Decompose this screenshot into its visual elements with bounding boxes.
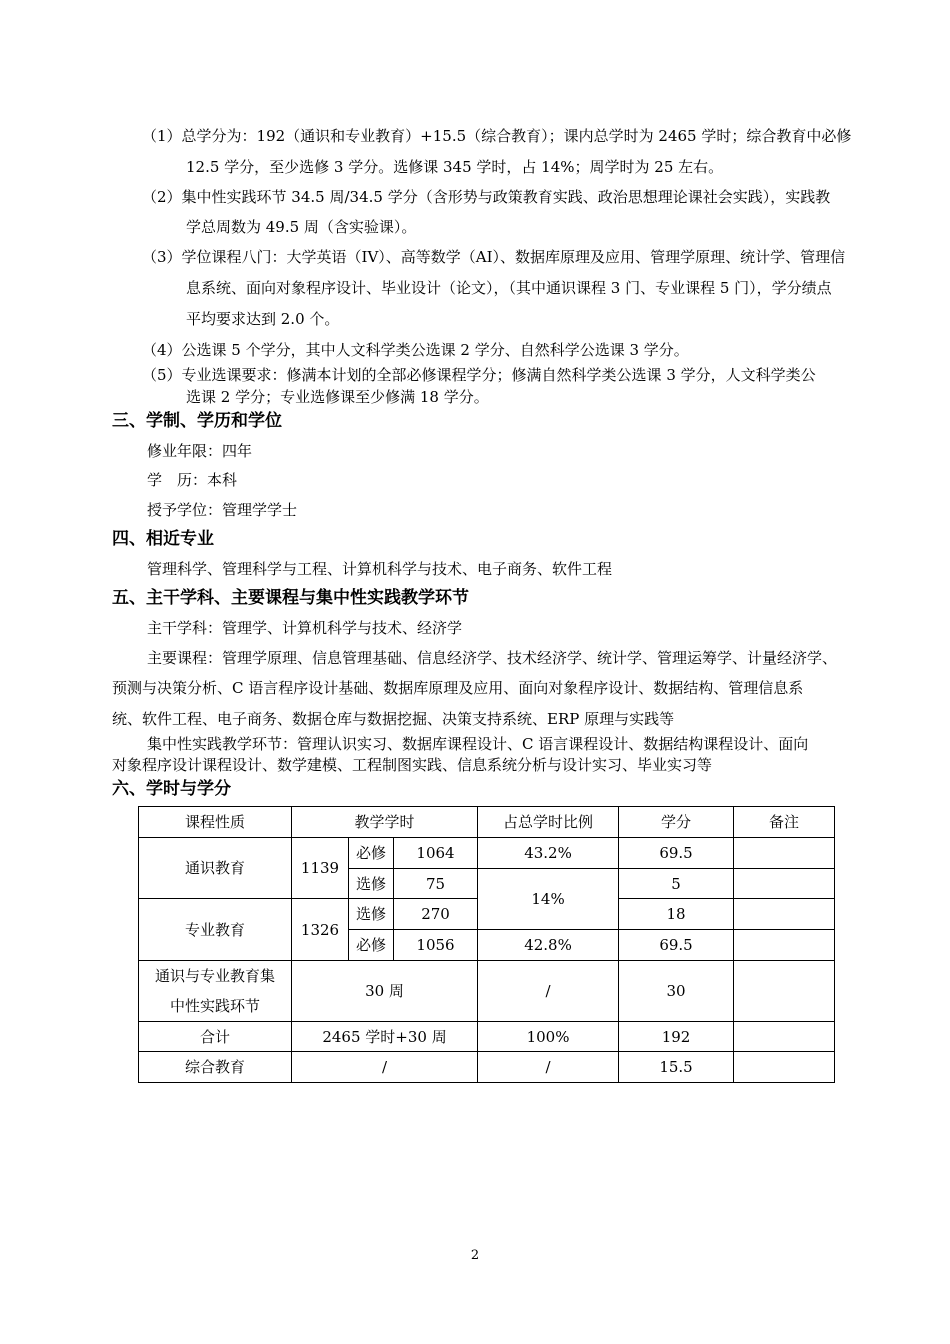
practice-label-line-1: 通识与专业教育集 [154,967,275,985]
section-5-heading: 五、主干学科、主要课程与集中性实践教学环节 [112,588,469,608]
comprehensive-credits: 15.5 [619,1052,734,1083]
remark-cell [734,1052,835,1083]
note-1-line-1: （1）总学分为：192（通识和专业教育）+15.5（综合教育）；课内总学时为 2465 学时；综合教育中必修 [142,127,852,145]
general-elective-type: 选修 [349,869,394,899]
note-5-line-2: 选课 2 学分；专业选修课至少修满 18 学分。 [186,388,489,406]
note-3-line-3: 平均要求达到 2.0 个。 [186,310,340,328]
practice-label-line-2: 中性实践环节 [169,997,260,1015]
major-elective-type: 选修 [349,899,394,930]
remark-cell [734,899,835,930]
note-4: （4）公选课 5 个学分，其中人文科学类公选课 2 学分、自然科学公选课 3 学分。 [142,341,689,359]
section-3-heading: 三、学制、学历和学位 [112,411,282,431]
comprehensive-label: 综合教育 [139,1052,292,1083]
main-disciplines: 主干学科：管理学、计算机科学与技术、经济学 [147,619,463,637]
degree-level: 学 历：本科 [147,471,238,489]
note-2-line-1: （2）集中性实践环节 34.5 周/34.5 学分（含形势与政策教育实践、政治思想理论课社会实践），实践教 [142,188,831,206]
main-courses-line-1: 主要课程：管理学原理、信息管理基础、信息经济学、技术经济学、统计学、管理运筹学、计量经济学、 [147,649,838,667]
total-hours: 2465 学时+30 周 [292,1022,478,1052]
general-required-hours: 1064 [394,838,478,869]
table-row [139,1022,835,1052]
total-credits: 192 [619,1022,734,1052]
major-education-hours: 1326 [292,899,349,961]
general-education-label: 通识教育 [139,838,292,899]
elective-ratio: 14% [478,869,619,930]
general-required-ratio: 43.2% [478,838,619,869]
main-courses-line-2: 预测与决策分析、C 语言程序设计基础、数据库原理及应用、面向对象程序设计、数据结构、管理信息系 [112,679,804,697]
page-number: 2 [470,1248,480,1263]
remark-cell [734,869,835,899]
major-required-ratio: 42.8% [478,930,619,961]
table-row [139,838,835,869]
practice-credits: 30 [619,961,734,1022]
general-education-hours: 1139 [292,838,349,899]
general-required-type: 必修 [349,838,394,869]
remark-cell [734,838,835,869]
years-of-study: 修业年限：四年 [147,442,253,460]
header-credits: 学分 [619,807,734,838]
header-teaching-hours: 教学学时 [292,807,478,838]
comprehensive-ratio: / [478,1052,619,1083]
major-required-credits: 69.5 [619,930,734,961]
header-remarks: 备注 [734,807,835,838]
table-row [139,961,835,1022]
major-elective-hours: 270 [394,899,478,930]
practice-label [139,961,292,1022]
hours-credits-table [138,806,835,1083]
practice-ratio: / [478,961,619,1022]
general-elective-hours: 75 [394,869,478,899]
major-elective-credits: 18 [619,899,734,930]
main-courses-line-3: 统、软件工程、电子商务、数据仓库与数据挖掘、决策支持系统、ERP 原理与实践等 [112,710,675,728]
major-required-type: 必修 [349,930,394,961]
comprehensive-hours: / [292,1052,478,1083]
note-2-line-2: 学总周数为 49.5 周（含实验课）。 [186,218,417,236]
header-course-type: 课程性质 [139,807,292,838]
major-education-label: 专业教育 [139,899,292,961]
practice-hours: 30 周 [292,961,478,1022]
header-hours-ratio: 占总学时比例 [478,807,619,838]
general-required-credits: 69.5 [619,838,734,869]
total-ratio: 100% [478,1022,619,1052]
related-majors: 管理科学、管理科学与工程、计算机科学与技术、电子商务、软件工程 [147,560,613,578]
note-3-line-1: （3）学位课程八门：大学英语（IV）、高等数学（AI）、数据库原理及应用、管理学原理、统计学、管理信 [142,248,846,266]
practice-line-1: 集中性实践教学环节：管理认识实习、数据库课程设计、C 语言课程设计、数据结构课程设计、面向 [147,735,809,753]
major-required-hours: 1056 [394,930,478,961]
practice-line-2: 对象程序设计课程设计、数学建模、工程制图实践、信息系统分析与设计实习、毕业实习等 [112,756,713,774]
remark-cell [734,1022,835,1052]
note-1-line-2: 12.5 学分，至少选修 3 学分。选修课 345 学时，占 14%；周学时为 25 左右。 [186,158,724,176]
general-elective-credits: 5 [619,869,734,899]
table-row [139,1052,835,1083]
degree-awarded: 授予学位：管理学学士 [147,501,298,519]
total-label: 合计 [139,1022,292,1052]
note-5-line-1: （5）专业选课要求：修满本计划的全部必修课程学分；修满自然科学类公选课 3 学分，人文科学类公 [142,366,816,384]
remark-cell [734,961,835,1022]
section-4-heading: 四、相近专业 [112,529,214,549]
table-header-row [139,807,835,838]
remark-cell [734,930,835,961]
note-3-line-2: 息系统、面向对象程序设计、毕业设计（论文），（其中通识课程 3 门、专业课程 5 门），学分绩点 [186,279,832,297]
section-6-heading: 六、学时与学分 [112,779,231,799]
